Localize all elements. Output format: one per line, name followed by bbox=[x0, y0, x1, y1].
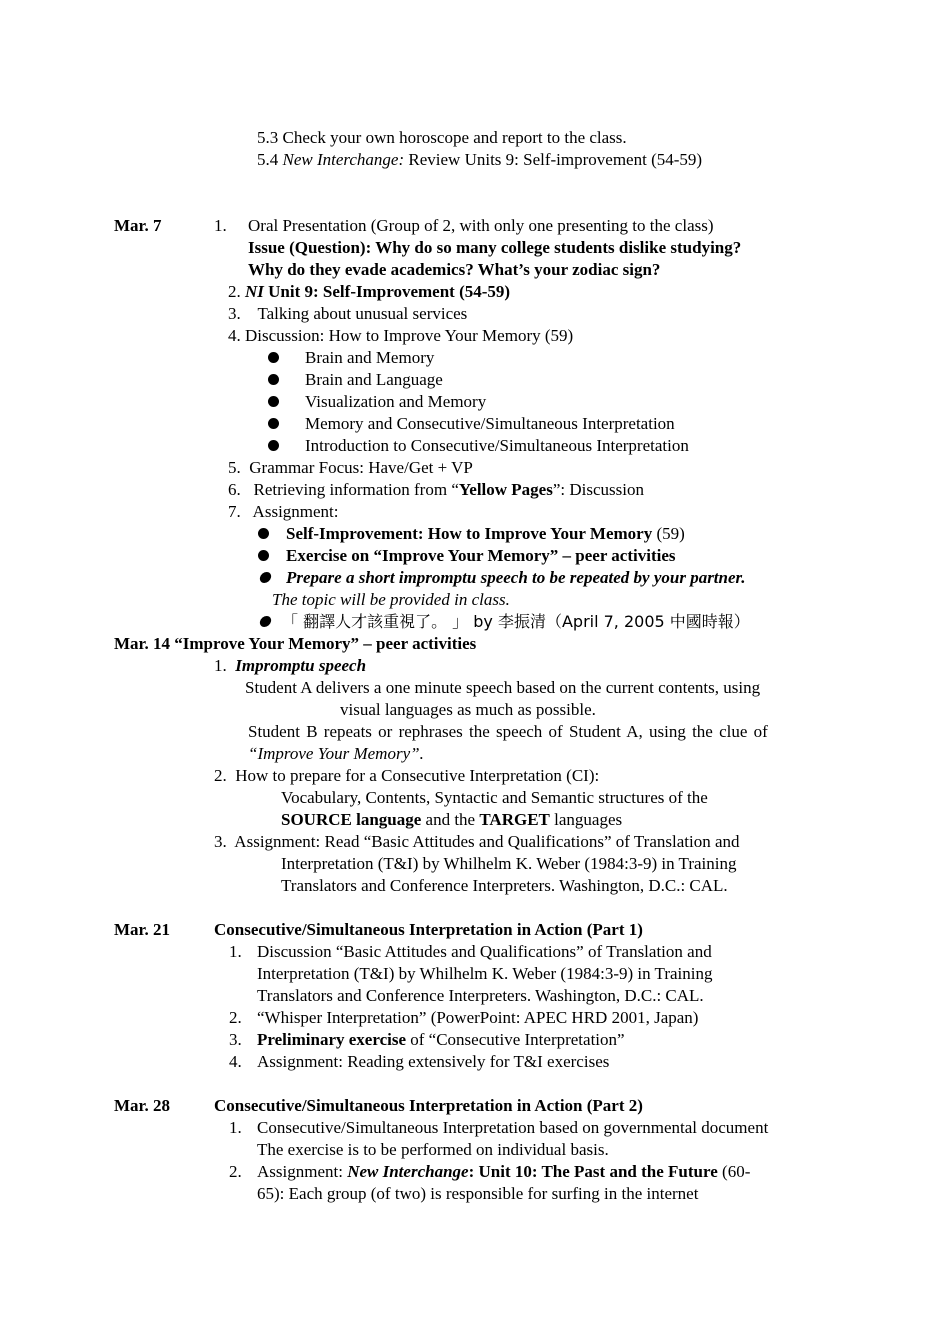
bullet-item: Introduction to Consecutive/Simultaneous Interpretation bbox=[305, 436, 689, 455]
assignment-exercise: Exercise on “Improve Your Memory” – peer activities bbox=[286, 546, 676, 565]
bullet-item: Brain and Language bbox=[305, 370, 443, 389]
bullet-icon bbox=[268, 418, 279, 429]
mar-21-title: Consecutive/Simultaneous Interpretation in Action (Part 1) bbox=[214, 920, 643, 939]
item-5-4: 5.4 New Interchange: Review Units 9: Self-improvement (54-59) bbox=[257, 150, 703, 169]
issue-question-line2: Why do they evade academics? What’s your zodiac sign? bbox=[248, 260, 661, 279]
date-mar-14-heading: Mar. 14 “Improve Your Memory” – peer activities bbox=[114, 634, 477, 653]
student-b-line1: Student B repeats or rephrases the speech of Student A, using the clue of bbox=[248, 722, 768, 741]
discussion-line3: Translators and Conference Interpreters. Washington, D.C.: CAL. bbox=[257, 986, 704, 1005]
student-b-line2: “Improve Your Memory”. bbox=[248, 744, 424, 763]
bullet-icon bbox=[268, 374, 279, 385]
assignment-impromptu-note: The topic will be provided in class. bbox=[272, 590, 510, 609]
assignment-heading: 7. Assignment: bbox=[228, 502, 339, 521]
impromptu-speech: 1. Impromptu speech bbox=[214, 656, 367, 675]
student-a-line2: visual languages as much as possible. bbox=[340, 700, 596, 719]
item-number: 2. bbox=[229, 1162, 242, 1181]
assignment-read-line3: Translators and Conference Interpreters. Washington, D.C.: CAL. bbox=[281, 876, 728, 895]
bullet-icon bbox=[268, 396, 279, 407]
assignment-self-improvement: Self-Improvement: How to Improve Your Memory (59) bbox=[286, 524, 685, 543]
prepare-ci-sub1: Vocabulary, Contents, Syntactic and Semantic structures of the bbox=[281, 788, 708, 807]
student-a-line1: Student A delivers a one minute speech based on the current contents, using bbox=[245, 678, 761, 697]
ni-unit-9: 2. NI Unit 9: Self-Improvement (54-59) bbox=[228, 282, 511, 301]
item-number: 1. bbox=[229, 1118, 242, 1137]
item-number: 4. bbox=[229, 1052, 242, 1071]
item-5-3: 5.3 Check your own horoscope and report to the class. bbox=[257, 128, 627, 147]
date-mar-21: Mar. 21 bbox=[114, 920, 171, 939]
reading-assignment: Assignment: Reading extensively for T&I exercises bbox=[257, 1052, 610, 1071]
discussion-line2: Interpretation (T&I) by Whilhelm K. Weber (1984:3-9) in Training bbox=[257, 964, 713, 983]
bullet-item: Visualization and Memory bbox=[305, 392, 487, 411]
item-number: 2. bbox=[229, 1008, 242, 1027]
assignment-read-line2: Interpretation (T&I) by Whilhelm K. Weber (1984:3-9) in Training bbox=[281, 854, 737, 873]
prepare-ci: 2. How to prepare for a Consecutive Interpretation (CI): bbox=[214, 766, 600, 785]
bullet-icon bbox=[259, 572, 272, 583]
item-number: 1. bbox=[214, 216, 227, 235]
discussion-memory: 4. Discussion: How to Improve Your Memory (59) bbox=[228, 326, 574, 345]
mar-28-title: Consecutive/Simultaneous Interpretation in Action (Part 2) bbox=[214, 1096, 643, 1115]
item-number: 1. bbox=[229, 942, 242, 961]
new-interchange-assignment-line2: 65): Each group (of two) is responsible for surfing in the internet bbox=[257, 1184, 699, 1203]
bullet-icon bbox=[258, 528, 269, 539]
oral-presentation: Oral Presentation (Group of 2, with only one presenting to the class) bbox=[248, 216, 714, 235]
new-interchange-assignment: Assignment: New Interchange: Unit 10: The Past and the Future (60- bbox=[257, 1162, 751, 1181]
governmental-document-line1: Consecutive/Simultaneous Interpretation based on governmental document bbox=[257, 1118, 769, 1137]
bullet-item: Brain and Memory bbox=[305, 348, 435, 367]
preliminary-exercise: Preliminary exercise of “Consecutive Interpretation” bbox=[257, 1030, 625, 1049]
assignment-article: 「 翻譯人才該重視了。 」 by 李振清（April 7, 2005 中國時報） bbox=[282, 612, 750, 631]
date-mar-7: Mar. 7 bbox=[114, 216, 162, 235]
bullet-item: Memory and Consecutive/Simultaneous Interpretation bbox=[305, 414, 675, 433]
yellow-pages: 6. Retrieving information from “Yellow Pages”: Discussion bbox=[228, 480, 644, 499]
discussion-line1: Discussion “Basic Attitudes and Qualifications” of Translation and bbox=[257, 942, 712, 961]
bullet-icon bbox=[258, 550, 269, 561]
unusual-services: 3. Talking about unusual services bbox=[228, 304, 468, 323]
assignment-read-line1: 3. Assignment: Read “Basic Attitudes and Qualifications” of Translation and bbox=[214, 832, 740, 851]
item-number: 3. bbox=[229, 1030, 242, 1049]
bullet-icon bbox=[268, 352, 279, 363]
governmental-document-line2: The exercise is to be performed on individual basis. bbox=[257, 1140, 609, 1159]
bullet-icon bbox=[259, 616, 272, 627]
whisper-interpretation: “Whisper Interpretation” (PowerPoint: APEC HRD 2001, Japan) bbox=[257, 1008, 699, 1027]
bullet-icon bbox=[268, 440, 279, 451]
issue-question-line1: Issue (Question): Why do so many college students dislike studying? bbox=[248, 238, 742, 257]
grammar-focus: 5. Grammar Focus: Have/Get + VP bbox=[228, 458, 473, 477]
assignment-impromptu: Prepare a short impromptu speech to be repeated by your partner. bbox=[286, 568, 746, 587]
date-mar-28: Mar. 28 bbox=[114, 1096, 171, 1115]
prepare-ci-sub2: SOURCE language and the TARGET languages bbox=[281, 810, 623, 829]
